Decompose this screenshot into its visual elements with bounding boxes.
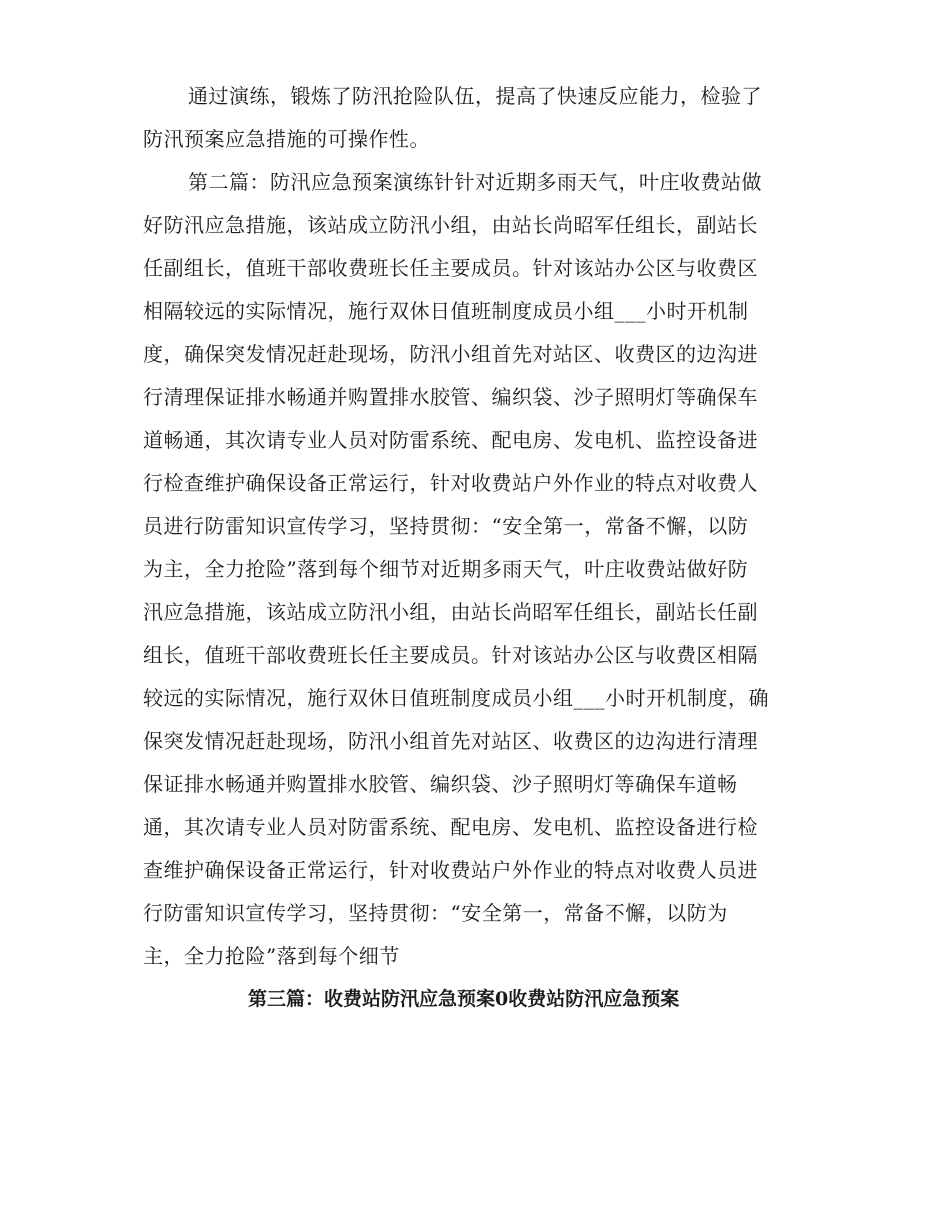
paragraph1-line: 防汛预案应急措施的可操作性。	[143, 127, 430, 151]
paragraph2-line: 为主，全力抢险”落到每个细节对近期多雨天气，叶庄收费站做好防	[143, 557, 749, 581]
paragraph2-line: 第二篇：防汛应急预案演练针针对近期多雨天气，叶庄收费站做	[188, 170, 762, 194]
paragraph2-line: 主，全力抢险”落到每个细节	[143, 944, 400, 968]
paragraph1-line: 通过演练，锻炼了防汛抢险队伍，提高了快速反应能力，检验了	[188, 84, 762, 108]
paragraph2-line: 保证排水畅通并购置排水胶管、编织袋、沙子照明灯等确保车道畅	[143, 772, 738, 796]
paragraph2-line: 行清理保证排水畅通并购置排水胶管、编织袋、沙子照明灯等确保车	[143, 385, 758, 409]
paragraph2-line: 组长，值班干部收费班长任主要成员。针对该站办公区与收费区相隔	[143, 643, 758, 667]
paragraph2-line: 员进行防雷知识宣传学习，坚持贯彻：“安全第一，常备不懈，以防	[143, 514, 749, 538]
section-heading: 第三篇：收费站防汛应急预案0收费站防汛应急预案	[248, 988, 680, 1010]
paragraph2-line: 度，确保突发情况赶赴现场，防汛小组首先对站区、收费区的边沟进	[143, 342, 758, 366]
paragraph2-line: 汛应急措施，该站成立防汛小组，由站长尚昭军任组长，副站长任副	[143, 600, 758, 624]
paragraph2-line: 行检查维护确保设备正常运行，针对收费站户外作业的特点对收费人	[143, 471, 758, 495]
paragraph2-line: 保突发情况赶赴现场，防汛小组首先对站区、收费区的边沟进行清理	[143, 729, 758, 753]
paragraph2-line: 任副组长，值班干部收费班长任主要成员。针对该站办公区与收费区	[143, 256, 758, 280]
paragraph2-line: 较远的实际情况，施行双休日值班制度成员小组___小时开机制度，确	[143, 686, 769, 710]
paragraph2-line: 行防雷知识宣传学习，坚持贯彻：“安全第一，常备不懈，以防为	[143, 901, 728, 925]
paragraph2-line: 通，其次请专业人员对防雷系统、配电房、发电机、监控设备进行检	[143, 815, 758, 839]
paragraph2-line: 查维护确保设备正常运行，针对收费站户外作业的特点对收费人员进	[143, 858, 758, 882]
paragraph2-line: 好防汛应急措施，该站成立防汛小组，由站长尚昭军任组长，副站长	[143, 213, 758, 237]
paragraph2-line: 道畅通，其次请专业人员对防雷系统、配电房、发电机、监控设备进	[143, 428, 758, 452]
paragraph2-line: 相隔较远的实际情况，施行双休日值班制度成员小组___小时开机制	[143, 299, 749, 323]
